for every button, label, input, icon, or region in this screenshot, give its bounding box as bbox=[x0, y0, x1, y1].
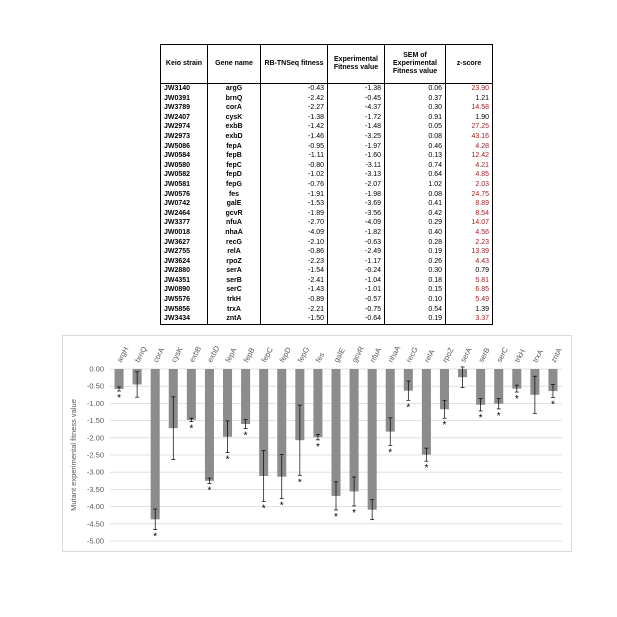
cell-rb-fitness: -2.41 bbox=[261, 276, 328, 286]
cell-sem: 0.30 bbox=[385, 103, 446, 113]
significance-asterisk: * bbox=[225, 454, 230, 466]
cell-z-score: 6.85 bbox=[446, 285, 493, 295]
bar-fepB bbox=[241, 369, 250, 424]
cell-z-score: 5.49 bbox=[446, 295, 493, 305]
cell-gene: fepC bbox=[208, 161, 261, 171]
significance-asterisk: * bbox=[189, 423, 194, 435]
cell-z-score: 4.85 bbox=[446, 170, 493, 180]
cell-z-score: 0.79 bbox=[446, 266, 493, 276]
table-body bbox=[161, 84, 493, 325]
cell-strain: JW3434 bbox=[161, 314, 208, 324]
table-row bbox=[161, 314, 493, 324]
table-row bbox=[161, 218, 493, 228]
cell-rb-fitness: -1.53 bbox=[261, 199, 328, 209]
table-row bbox=[161, 103, 493, 113]
bar-relA bbox=[422, 369, 431, 455]
cell-rb-fitness: -2.42 bbox=[261, 94, 328, 104]
bar-exbB bbox=[187, 369, 196, 420]
y-tick-label: -4.00 bbox=[86, 502, 104, 512]
cell-rb-fitness: -1.46 bbox=[261, 132, 328, 142]
x-tick-label: recG bbox=[404, 345, 420, 364]
table-row bbox=[161, 305, 493, 315]
cell-rb-fitness: -0.76 bbox=[261, 180, 328, 190]
cell-strain: JW2464 bbox=[161, 209, 208, 219]
table-row bbox=[161, 122, 493, 132]
cell-sem: 0.15 bbox=[385, 285, 446, 295]
table-row bbox=[161, 142, 493, 152]
table-row bbox=[161, 151, 493, 161]
y-tick-label: -3.50 bbox=[86, 484, 104, 494]
cell-z-score: 1.21 bbox=[446, 94, 493, 104]
cell-gene: relA bbox=[208, 247, 261, 257]
cell-sem: 0.26 bbox=[385, 257, 446, 267]
cell-gene: fes bbox=[208, 190, 261, 200]
significance-asterisk: * bbox=[496, 410, 501, 422]
x-tick-label: argH bbox=[114, 345, 131, 364]
header-gene-name: Gene name bbox=[208, 45, 261, 84]
cell-z-score: 8.54 bbox=[446, 209, 493, 219]
cell-rb-fitness: -1.02 bbox=[261, 170, 328, 180]
cell-exp-fitness: -4.37 bbox=[328, 103, 385, 113]
cell-exp-fitness: -1.01 bbox=[328, 285, 385, 295]
x-tick-label: fes bbox=[313, 350, 327, 364]
cell-gene: nfuA bbox=[208, 218, 261, 228]
x-tick-label: exbB bbox=[187, 344, 204, 364]
cell-rb-fitness: -2.70 bbox=[261, 218, 328, 228]
cell-strain: JW3140 bbox=[161, 84, 208, 94]
cell-rb-fitness: -1.38 bbox=[261, 113, 328, 123]
cell-rb-fitness: -0.43 bbox=[261, 84, 328, 94]
x-tick-label: serC bbox=[494, 345, 510, 364]
cell-rb-fitness: -0.95 bbox=[261, 142, 328, 152]
table-row bbox=[161, 295, 493, 305]
cell-z-score: 1.90 bbox=[446, 113, 493, 123]
significance-asterisk: * bbox=[279, 500, 284, 512]
cell-exp-fitness: -0.24 bbox=[328, 266, 385, 276]
cell-z-score: 14.07 bbox=[446, 218, 493, 228]
y-tick-label: -5.00 bbox=[86, 536, 104, 546]
table-row bbox=[161, 113, 493, 123]
significance-asterisk: * bbox=[424, 463, 429, 475]
significance-asterisk: * bbox=[297, 477, 302, 489]
y-tick-label: -1.50 bbox=[86, 416, 104, 426]
table-row bbox=[161, 161, 493, 171]
cell-exp-fitness: -2.49 bbox=[328, 247, 385, 257]
significance-asterisk: * bbox=[442, 420, 447, 432]
cell-exp-fitness: -1.17 bbox=[328, 257, 385, 267]
table-row bbox=[161, 209, 493, 219]
cell-exp-fitness: -1.48 bbox=[328, 122, 385, 132]
cell-exp-fitness: -3.25 bbox=[328, 132, 385, 142]
cell-strain: JW3627 bbox=[161, 238, 208, 248]
fitness-table bbox=[160, 44, 493, 325]
cell-rb-fitness: -4.09 bbox=[261, 228, 328, 238]
cell-gene: exbB bbox=[208, 122, 261, 132]
cell-z-score: 24.75 bbox=[446, 190, 493, 200]
cell-sem: 0.13 bbox=[385, 151, 446, 161]
cell-gene: zntA bbox=[208, 314, 261, 324]
cell-strain: JW5576 bbox=[161, 295, 208, 305]
table-row bbox=[161, 84, 493, 94]
fitness-bar-chart bbox=[62, 335, 572, 552]
cell-strain: JW0582 bbox=[161, 170, 208, 180]
cell-gene: argG bbox=[208, 84, 261, 94]
table-row bbox=[161, 132, 493, 142]
table-row bbox=[161, 190, 493, 200]
cell-z-score: 4.56 bbox=[446, 228, 493, 238]
bar-exbD bbox=[205, 369, 214, 481]
y-axis-label: Mutant experimental fitness value bbox=[69, 399, 78, 511]
cell-strain: JW5856 bbox=[161, 305, 208, 315]
cell-sem: 0.54 bbox=[385, 305, 446, 315]
table-row bbox=[161, 257, 493, 267]
cell-strain: JW0576 bbox=[161, 190, 208, 200]
cell-exp-fitness: -0.64 bbox=[328, 314, 385, 324]
cell-strain: JW0018 bbox=[161, 228, 208, 238]
significance-asterisk: * bbox=[514, 394, 519, 406]
significance-asterisk: * bbox=[261, 503, 266, 515]
cell-sem: 0.19 bbox=[385, 314, 446, 324]
y-tick-label: -0.50 bbox=[86, 381, 104, 391]
cell-exp-fitness: -3.13 bbox=[328, 170, 385, 180]
cell-gene: corA bbox=[208, 103, 261, 113]
x-tick-label: corA bbox=[151, 346, 167, 364]
cell-z-score: 2.03 bbox=[446, 180, 493, 190]
x-tick-label: zntA bbox=[548, 346, 564, 364]
cell-sem: 0.19 bbox=[385, 247, 446, 257]
cell-exp-fitness: -1.38 bbox=[328, 84, 385, 94]
cell-strain: JW2973 bbox=[161, 132, 208, 142]
cell-strain: JW3789 bbox=[161, 103, 208, 113]
cell-rb-fitness: -1.42 bbox=[261, 122, 328, 132]
cell-z-score: 43.16 bbox=[446, 132, 493, 142]
bar-nfuA bbox=[368, 369, 377, 510]
cell-z-score: 23.90 bbox=[446, 84, 493, 94]
table-row bbox=[161, 247, 493, 257]
x-tick-label: trxA bbox=[530, 347, 545, 364]
cell-sem: 0.28 bbox=[385, 238, 446, 248]
cell-z-score: 5.81 bbox=[446, 276, 493, 286]
x-tick-label: rpoZ bbox=[440, 346, 456, 364]
significance-asterisk: * bbox=[334, 512, 338, 524]
cell-gene: recG bbox=[208, 238, 261, 248]
cell-z-score: 4.21 bbox=[446, 161, 493, 171]
cell-gene: serA bbox=[208, 266, 261, 276]
table-header-row bbox=[161, 45, 493, 84]
header-keio-strain: Keio strain bbox=[161, 45, 208, 84]
bar-gcvR bbox=[350, 369, 359, 491]
x-tick-label: galE bbox=[331, 346, 347, 364]
cell-exp-fitness: -4.09 bbox=[328, 218, 385, 228]
cell-strain: JW0391 bbox=[161, 94, 208, 104]
cell-rb-fitness: -1.43 bbox=[261, 285, 328, 295]
significance-asterisk: * bbox=[406, 402, 411, 414]
table-row bbox=[161, 228, 493, 238]
cell-sem: 0.08 bbox=[385, 132, 446, 142]
cell-sem: 0.30 bbox=[385, 266, 446, 276]
cell-z-score: 2.23 bbox=[446, 238, 493, 248]
cell-z-score: 27.25 bbox=[446, 122, 493, 132]
cell-exp-fitness: -3.11 bbox=[328, 161, 385, 171]
y-tick-label: -4.50 bbox=[86, 519, 104, 529]
table-row bbox=[161, 238, 493, 248]
cell-exp-fitness: -0.45 bbox=[328, 94, 385, 104]
y-tick-label: 0.00 bbox=[89, 364, 104, 374]
cell-exp-fitness: -2.07 bbox=[328, 180, 385, 190]
table-row bbox=[161, 170, 493, 180]
cell-sem: 0.42 bbox=[385, 209, 446, 219]
cell-gene: rpoZ bbox=[208, 257, 261, 267]
cell-rb-fitness: -1.91 bbox=[261, 190, 328, 200]
cell-z-score: 8.89 bbox=[446, 199, 493, 209]
x-tick-label: serB bbox=[476, 346, 492, 364]
cell-sem: 0.64 bbox=[385, 170, 446, 180]
table-row bbox=[161, 180, 493, 190]
significance-asterisk: * bbox=[478, 412, 483, 424]
significance-asterisk: * bbox=[243, 430, 248, 442]
cell-z-score: 1.39 bbox=[446, 305, 493, 315]
header-z-score: z-score bbox=[446, 45, 493, 84]
cell-rb-fitness: -0.80 bbox=[261, 161, 328, 171]
cell-gene: trkH bbox=[208, 295, 261, 305]
cell-gene: serC bbox=[208, 285, 261, 295]
cell-sem: 0.40 bbox=[385, 228, 446, 238]
cell-rb-fitness: -2.27 bbox=[261, 103, 328, 113]
cell-exp-fitness: -1.04 bbox=[328, 276, 385, 286]
bar-fes bbox=[313, 369, 322, 437]
x-tick-label: relA bbox=[422, 347, 437, 364]
cell-gene: trxA bbox=[208, 305, 261, 315]
x-tick-label: serA bbox=[458, 346, 474, 364]
x-tick-label: fepB bbox=[241, 346, 257, 364]
cell-exp-fitness: -1.72 bbox=[328, 113, 385, 123]
cell-strain: JW5086 bbox=[161, 142, 208, 152]
cell-sem: 0.29 bbox=[385, 218, 446, 228]
cell-rb-fitness: -1.50 bbox=[261, 314, 328, 324]
bar-argH bbox=[115, 369, 124, 389]
cell-gene: nhaA bbox=[208, 228, 261, 238]
x-tick-label: cysK bbox=[169, 345, 185, 364]
cell-gene: fepG bbox=[208, 180, 261, 190]
cell-sem: 0.37 bbox=[385, 94, 446, 104]
x-tick-label: exbD bbox=[205, 344, 222, 364]
cell-gene: serB bbox=[208, 276, 261, 286]
cell-z-score: 13.39 bbox=[446, 247, 493, 257]
cell-gene: gcvR bbox=[208, 209, 261, 219]
y-tick-label: -3.00 bbox=[86, 467, 104, 477]
cell-rb-fitness: -1.89 bbox=[261, 209, 328, 219]
cell-exp-fitness: -1.98 bbox=[328, 190, 385, 200]
cell-z-score: 12.42 bbox=[446, 151, 493, 161]
x-tick-label: nfuA bbox=[367, 346, 384, 364]
header-sem: SEM of Experimental Fitness value bbox=[385, 45, 446, 84]
cell-sem: 0.41 bbox=[385, 199, 446, 209]
table-row bbox=[161, 285, 493, 295]
table-row bbox=[161, 199, 493, 209]
x-tick-label: gcvR bbox=[349, 344, 366, 364]
cell-strain: JW0580 bbox=[161, 161, 208, 171]
cell-gene: galE bbox=[208, 199, 261, 209]
x-tick-label: brnQ bbox=[132, 344, 149, 364]
cell-exp-fitness: -1.82 bbox=[328, 228, 385, 238]
cell-exp-fitness: -0.63 bbox=[328, 238, 385, 248]
cell-exp-fitness: -0.75 bbox=[328, 305, 385, 315]
cell-exp-fitness: -1.97 bbox=[328, 142, 385, 152]
table-row bbox=[161, 266, 493, 276]
cell-gene: fepA bbox=[208, 142, 261, 152]
cell-exp-fitness: -1.60 bbox=[328, 151, 385, 161]
cell-rb-fitness: -2.10 bbox=[261, 238, 328, 248]
y-tick-label: -1.00 bbox=[86, 398, 104, 408]
x-tick-label: trkH bbox=[512, 347, 528, 364]
x-tick-label: fepA bbox=[223, 346, 239, 364]
cell-z-score: 3.37 bbox=[446, 314, 493, 324]
significance-asterisk: * bbox=[153, 531, 158, 543]
cell-gene: exbD bbox=[208, 132, 261, 142]
cell-strain: JW0890 bbox=[161, 285, 208, 295]
cell-strain: JW0742 bbox=[161, 199, 208, 209]
cell-sem: 0.18 bbox=[385, 276, 446, 286]
bar-galE bbox=[331, 369, 340, 496]
y-tick-label: -2.00 bbox=[86, 433, 104, 443]
header-experimental-fitness: Experimental Fitness value bbox=[328, 45, 385, 84]
bar-corA bbox=[151, 369, 160, 519]
cell-sem: 0.10 bbox=[385, 295, 446, 305]
cell-exp-fitness: -3.69 bbox=[328, 199, 385, 209]
cell-sem: 0.08 bbox=[385, 190, 446, 200]
cell-strain: JW0584 bbox=[161, 151, 208, 161]
cell-rb-fitness: -2.21 bbox=[261, 305, 328, 315]
y-tick-label: -2.50 bbox=[86, 450, 104, 460]
cell-z-score: 4.28 bbox=[446, 142, 493, 152]
cell-gene: fepB bbox=[208, 151, 261, 161]
cell-strain: JW3377 bbox=[161, 218, 208, 228]
x-tick-label: nhaA bbox=[386, 344, 403, 364]
cell-strain: JW2407 bbox=[161, 113, 208, 123]
cell-rb-fitness: -1.54 bbox=[261, 266, 328, 276]
table-row bbox=[161, 276, 493, 286]
cell-rb-fitness: -0.86 bbox=[261, 247, 328, 257]
cell-strain: JW2974 bbox=[161, 122, 208, 132]
x-tick-label: fepG bbox=[295, 345, 312, 364]
cell-rb-fitness: -0.89 bbox=[261, 295, 328, 305]
cell-strain: JW3624 bbox=[161, 257, 208, 267]
cell-rb-fitness: -2.23 bbox=[261, 257, 328, 267]
cell-z-score: 4.43 bbox=[446, 257, 493, 267]
significance-asterisk: * bbox=[117, 393, 121, 405]
x-tick-label: fepC bbox=[259, 345, 275, 364]
cell-sem: 0.74 bbox=[385, 161, 446, 171]
x-tick-label: fepD bbox=[277, 345, 293, 364]
cell-rb-fitness: -1.11 bbox=[261, 151, 328, 161]
cell-sem: 0.46 bbox=[385, 142, 446, 152]
cell-strain: JW2755 bbox=[161, 247, 208, 257]
cell-sem: 0.91 bbox=[385, 113, 446, 123]
significance-asterisk: * bbox=[207, 485, 212, 497]
significance-asterisk: * bbox=[388, 447, 393, 459]
table-row bbox=[161, 94, 493, 104]
cell-exp-fitness: -3.56 bbox=[328, 209, 385, 219]
cell-z-score: 14.58 bbox=[446, 103, 493, 113]
cell-strain: JW4351 bbox=[161, 276, 208, 286]
header-rb-tnseq-fitness: RB-TNSeq fitness bbox=[261, 45, 328, 84]
cell-sem: 0.06 bbox=[385, 84, 446, 94]
cell-exp-fitness: -0.57 bbox=[328, 295, 385, 305]
cell-gene: brnQ bbox=[208, 94, 261, 104]
significance-asterisk: * bbox=[352, 507, 357, 519]
significance-asterisk: * bbox=[551, 399, 555, 411]
cell-gene: fepD bbox=[208, 170, 261, 180]
cell-sem: 0.05 bbox=[385, 122, 446, 132]
significance-asterisk: * bbox=[315, 441, 320, 453]
cell-strain: JW2880 bbox=[161, 266, 208, 276]
cell-sem: 1.02 bbox=[385, 180, 446, 190]
cell-strain: JW0581 bbox=[161, 180, 208, 190]
cell-gene: cysK bbox=[208, 113, 261, 123]
